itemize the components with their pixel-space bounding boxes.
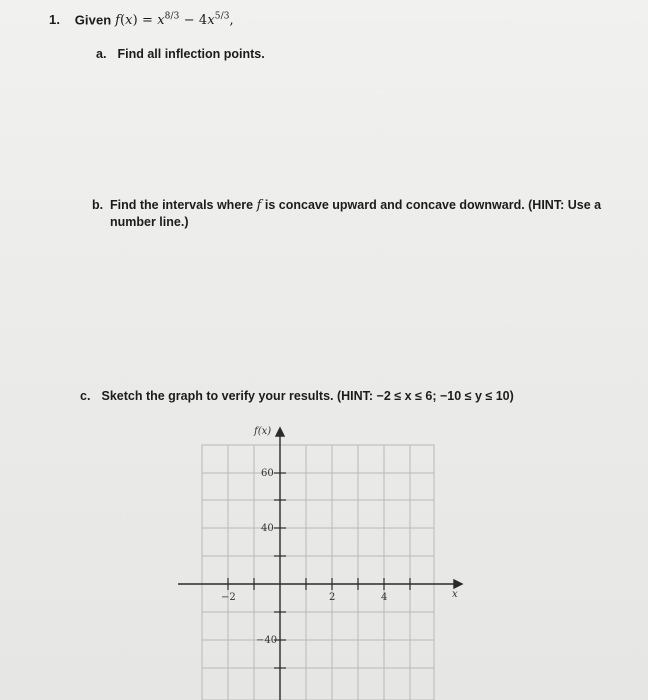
axes [178,428,462,700]
grid-frame [202,445,434,700]
x-axis-label: x [452,589,458,600]
x-tick-label: −2 [221,592,236,603]
part-c-text: Sketch the graph to verify your results. [101,389,334,403]
part-b-text-1: Find the intervals where [110,198,254,212]
part-a-text: Find all inflection points. [117,47,265,61]
part-b-f-symbol: f [256,198,262,213]
function-definition: $f(x) = x^{8/3} - 4x^{5/3}$, [115,12,234,29]
part-c [80,389,514,403]
part-b [92,197,612,230]
question-prefix: Given [74,12,112,28]
question-number: 1. [49,12,61,28]
x-tick-label: 2 [329,592,336,603]
graph-grid[interactable] [170,418,470,700]
x-axis-arrow [454,580,462,588]
y-axis-arrow [276,428,284,436]
part-b-body [110,197,606,230]
y-tick-label: 60 [261,468,274,479]
part-c-label: c. [80,389,91,403]
grid-lines [202,445,434,700]
y-tick-label: −40 [256,635,278,646]
part-c-hint: (HINT: −2 ≤ x ≤ 6; −10 ≤ y ≤ 10) [336,389,514,403]
part-b-text-2: is concave upward and concave downward. (HINT: Use a number line.) [110,198,602,229]
x-tick-label: 4 [381,592,388,603]
part-a [96,47,265,61]
part-a-label: a. [96,47,107,61]
question-1 [49,12,234,28]
y-axis-label: f(x) [254,426,272,437]
y-tick-label: 40 [261,523,274,534]
part-b-label: b. [92,198,104,212]
